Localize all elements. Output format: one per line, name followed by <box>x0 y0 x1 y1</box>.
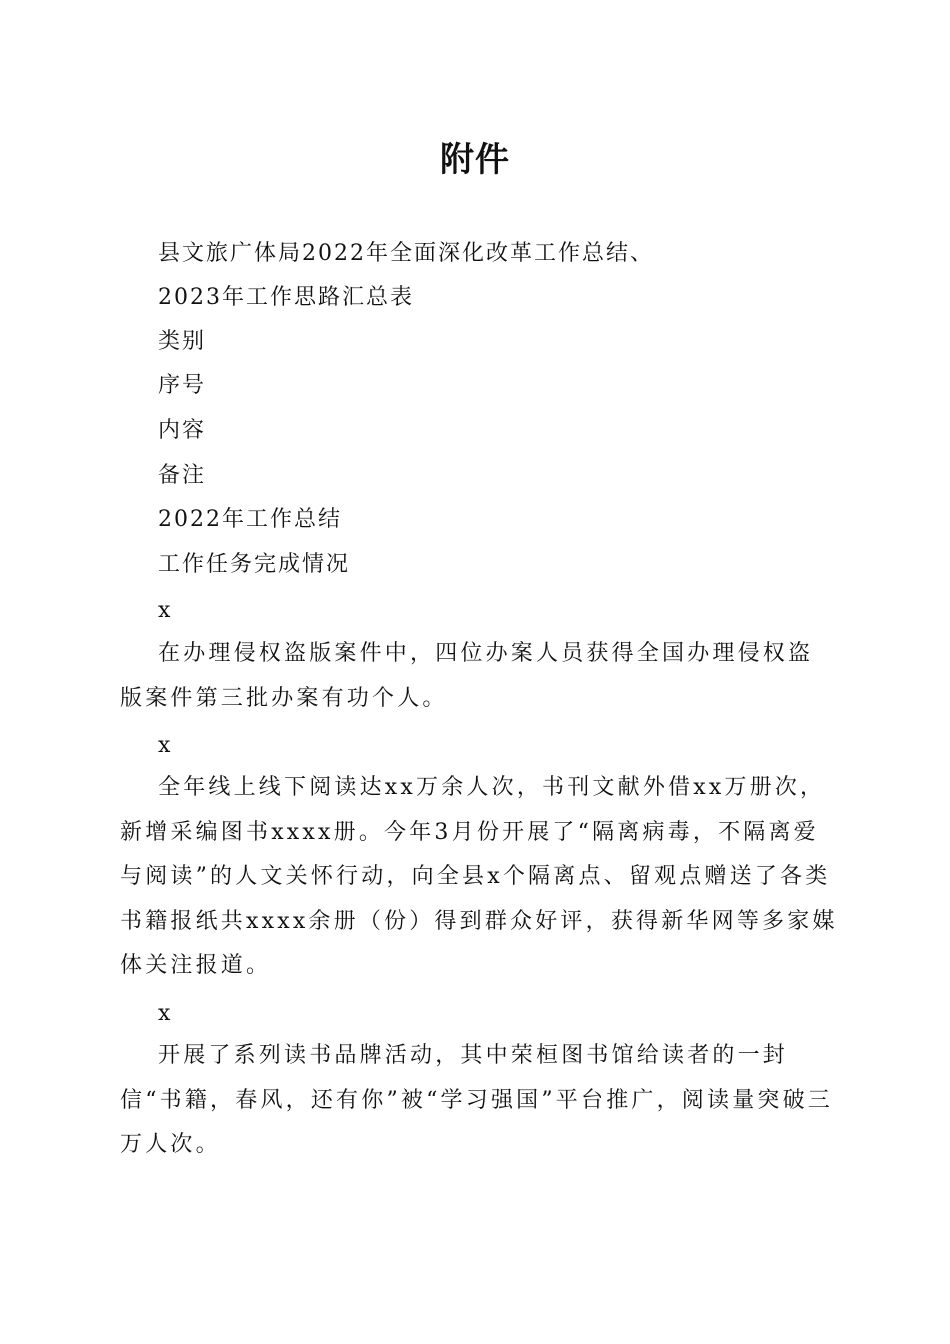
table-title-line-1: 县文旅广体局2022年全面深化改革工作总结、 <box>158 241 654 266</box>
header-number: 序号 <box>158 373 207 398</box>
header-remark: 备注 <box>158 463 207 488</box>
table-title-line-2: 2023年工作思路汇总表 <box>158 285 414 310</box>
item-1-text: 在办理侵权盗版案件中，四位办案人员获得全国办理侵权盗版案件第三批办案有功个人。 <box>120 641 814 711</box>
item-2-marker: x <box>158 733 173 758</box>
header-content: 内容 <box>158 418 207 443</box>
page-title: 附件 <box>440 140 510 180</box>
header-category: 类别 <box>158 329 207 354</box>
item-3-marker: x <box>158 1001 173 1026</box>
item-3-text: 开展了系列读书品牌活动，其中荣桓图书馆给读者的一封信“书籍，春风，还有你”被“学习强国”平台推广，阅读量突破三万人次。 <box>120 1043 833 1157</box>
item-1-marker: x <box>158 598 173 623</box>
section-heading: 2022年工作总结 <box>158 507 342 532</box>
item-2-text: 全年线上线下阅读达xx万余人次，书刊文献外借xx万册次，新增采编图书xxxx册。今年3月份开展了“隔离病毒，不隔离爱与阅读”的人文关怀行动，向全县x个隔离点、留观点赠送了各类书籍报纸共xxxx余册（份）得到群众好评，获得新华网等多家媒体关注报道。 <box>120 775 838 978</box>
subsection-heading: 工作任务完成情况 <box>158 552 351 577</box>
